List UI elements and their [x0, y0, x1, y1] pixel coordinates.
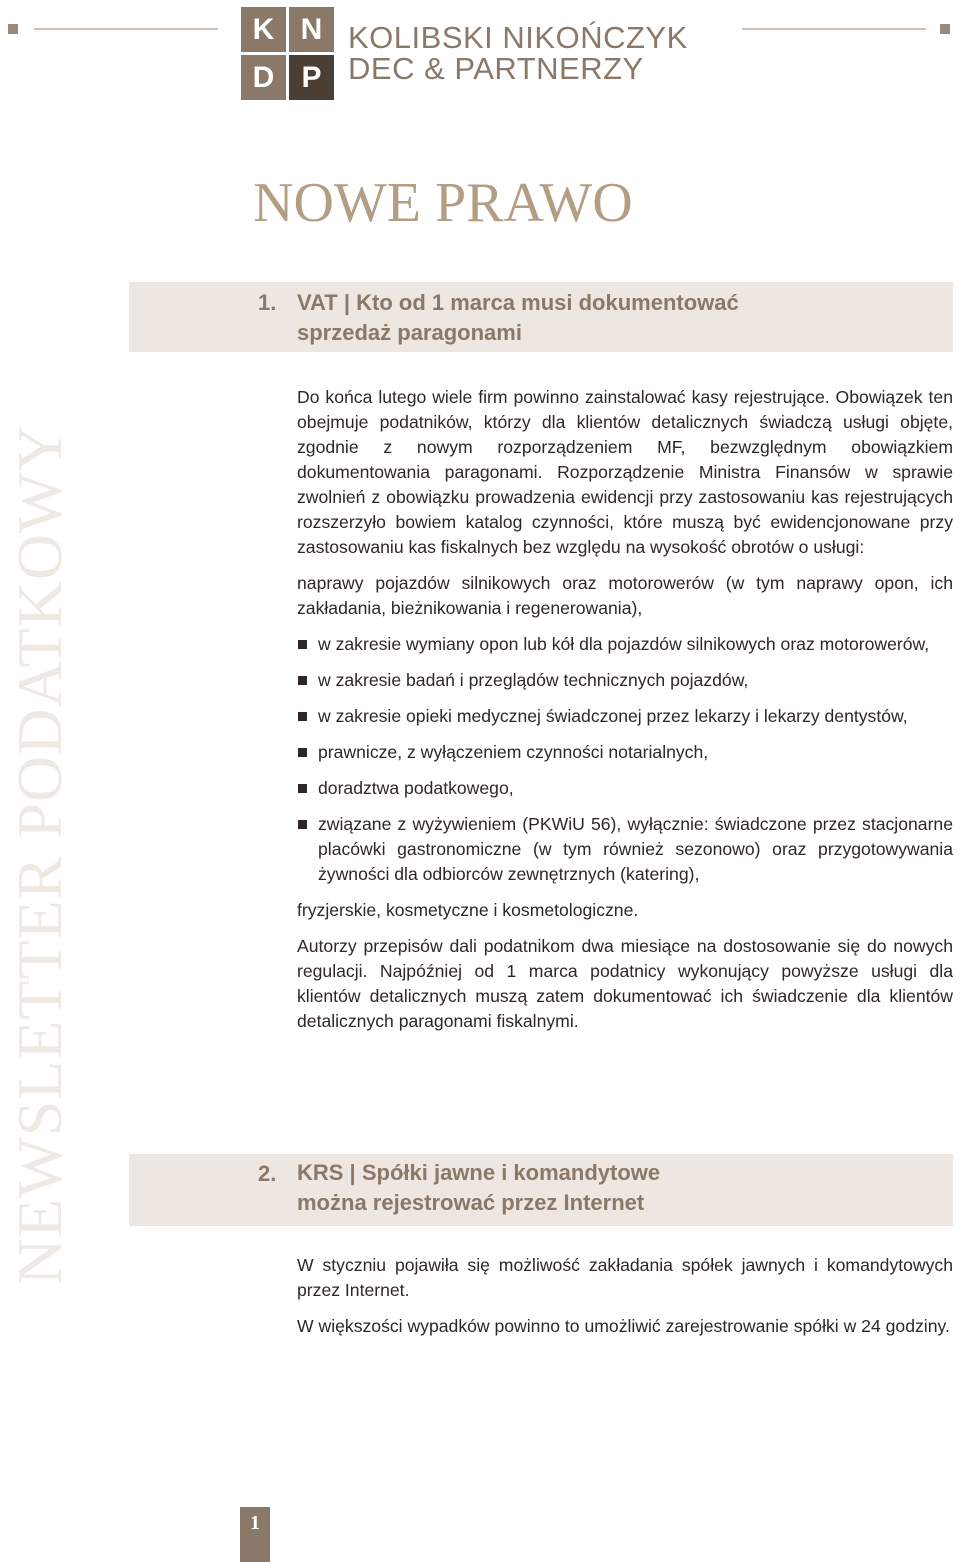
section-1-paragraph: Autorzy przepisów dali podatnikom dwa miesiące na dostosowanie się do nowych regulacji. Najpóźniej od 1 marca podatnicy wykonujący powyższe usługi dla klientów detalicznych muszą zatem dokumentować ich świadczenie dla klientów detalicznych paragonami fiskalnymi.: [297, 936, 953, 1031]
section-2-title-line2: można rejestrować przez Internet: [297, 1190, 645, 1215]
list-item-text: prawnicze, z wyłączeniem czynności notarialnych,: [318, 742, 709, 762]
newsletter-sidebar-label: NEWSLETTER PODATKOWY: [4, 424, 75, 1285]
section-1-paragraph: Do końca lutego wiele firm powinno zainstalować kasy rejestrujące. Obowiązek ten obejmuje podatników, którzy dla klientów detalicznych świadczą usługi objęte, zgodnie z nowym rozporządzeniem MF, bezwzględnym obowiązkiem dokumentowania paragonami. Rozporządzenie Ministra Finansów w sprawie zwolnień z obowiązku prowadzenia ewidencji przy zastosowaniu kas rejestrujących rozszerzyło bowiem katalog czynności, które muszą być ewidencjonowane przy zastosowaniu kas fiskalnych bez względu na wysokość obrotów o usługi:: [297, 387, 953, 557]
list-item-text: w zakresie wymiany opon lub kół dla pojazdów silnikowych oraz motorowerów,: [318, 634, 930, 654]
list-item: [297, 668, 953, 693]
section-1-paragraph: fryzjerskie, kosmetyczne i kosmetologiczne.: [297, 900, 639, 920]
firm-name-line2: DEC & PARTNERZY: [348, 51, 644, 86]
section-2-body: [297, 1253, 953, 1350]
bullet-square-icon: [298, 640, 307, 649]
bullet-square-icon: [298, 676, 307, 685]
section-2-paragraph: W styczniu pojawiła się możliwość zakładania spółek jawnych i komandytowych przez Internet.: [297, 1255, 953, 1300]
firm-name-line1: KOLIBSKI NIKOŃCZYK: [348, 20, 688, 55]
section-1-number: 1.: [258, 290, 277, 315]
bullet-square-icon: [298, 784, 307, 793]
page-number-text: 1: [250, 1512, 260, 1534]
section-1-service-list: [297, 632, 953, 887]
list-item: [297, 812, 953, 887]
bullet-square-icon: [298, 820, 307, 829]
section-1-title-line1: VAT | Kto od 1 marca musi dokumentować: [297, 290, 739, 315]
section-1-title: [297, 288, 739, 348]
logo-cell-n: N: [289, 7, 334, 52]
section-2-title-line1: KRS | Spółki jawne i komandytowe: [297, 1160, 661, 1185]
list-item-text: związane z wyżywieniem (PKWiU 56), wyłącznie: świadczone przez stacjonarne placówki gastronomiczne (w tym również sezonowo) oraz przygotowywania żywności dla odbiorców zewnętrznych (katering),: [318, 814, 953, 884]
header-square-left: [8, 24, 18, 34]
firm-logo: [241, 7, 334, 100]
list-item: [297, 740, 953, 765]
page-number: [240, 1507, 270, 1562]
logo-cell-p: P: [289, 55, 334, 100]
firm-name: [348, 22, 688, 84]
list-item-text: doradztwa podatkowego,: [318, 778, 514, 798]
bullet-square-icon: [298, 712, 307, 721]
bullet-square-icon: [298, 748, 307, 757]
list-item: [297, 704, 953, 729]
list-item-text: w zakresie opieki medycznej świadczonej przez lekarzy i lekarzy dentystów,: [318, 706, 908, 726]
section-1-paragraph: naprawy pojazdów silnikowych oraz motorowerów (w tym naprawy opon, ich zakładania, bieżnikowania i regenerowania),: [297, 573, 953, 618]
list-item-text: w zakresie badań i przeglądów technicznych pojazdów,: [318, 670, 749, 690]
section-2-number: 2.: [258, 1161, 277, 1186]
list-item: [297, 632, 953, 657]
logo-cell-k: K: [241, 7, 286, 52]
header-square-right: [940, 24, 950, 34]
header-rule-right: [742, 28, 926, 30]
page-title: NOWE PRAWO: [253, 172, 633, 234]
section-1-body: [297, 385, 953, 1045]
section-2-title: [297, 1158, 660, 1218]
list-item: [297, 776, 953, 801]
section-1-title-line2: sprzedaż paragonami: [297, 320, 522, 345]
header-rule-left: [34, 28, 218, 30]
section-2-paragraph: W większości wypadków powinno to umożliwić zarejestrowanie spółki w 24 godziny.: [297, 1316, 950, 1336]
logo-cell-d: D: [241, 55, 286, 100]
